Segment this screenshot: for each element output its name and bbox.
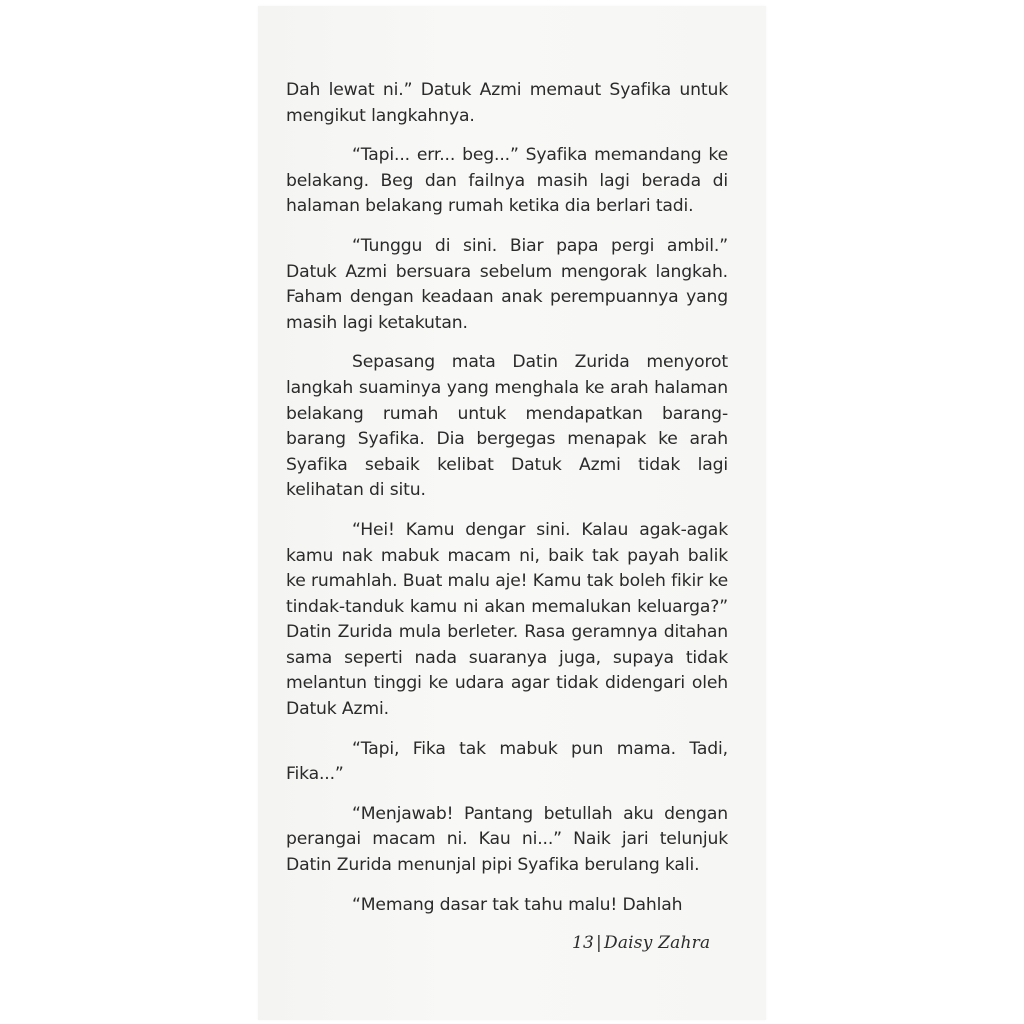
paragraph: “Tapi, Fika tak mabuk pun mama. Tadi, Fika...” bbox=[286, 738, 728, 785]
paragraph: “Memang dasar tak tahu malu! Dahlah bbox=[352, 894, 683, 915]
page-number: 13 bbox=[572, 933, 595, 953]
paragraph: “Tapi... err... beg...” Syafika memandang ke belakang. Beg dan failnya masih lagi berada di halaman belakang rumah ketika dia berlari tadi. bbox=[286, 145, 728, 217]
page-body bbox=[286, 78, 728, 918]
footer-separator: | bbox=[596, 933, 602, 953]
paragraph: “Tunggu di sini. Biar papa pergi ambil.” Datuk Azmi bersuara sebelum mengorak langkah. Faham dengan keadaan anak perempuannya yang masih lagi ketakutan. bbox=[286, 235, 728, 333]
paragraph: “Hei! Kamu dengar sini. Kalau agak-agak kamu nak mabuk macam ni, baik tak payah balik ke rumahlah. Buat malu aje! Kamu tak boleh fikir ke tindak-tanduk kamu ni akan memalukan keluarga?” Datin Zurida mula berleter. Rasa geramnya ditahan sama seperti nada suaranya juga, supaya tidak melantun tinggi ke udara agar tidak didengari oleh Datuk Azmi. bbox=[286, 519, 728, 720]
paragraph: “Menjawab! Pantang betullah aku dengan perangai macam ni. Kau ni...” Naik jari telunjuk Datin Zurida menunjal pipi Syafika berulang kali. bbox=[286, 803, 728, 876]
author-name: Daisy Zahra bbox=[603, 933, 711, 953]
paragraph: Sepasang mata Datin Zurida menyorot langkah suaminya yang menghala ke arah halaman belakang rumah untuk mendapatkan barang-barang Syafika. Dia bergegas menapak ke arah Syafika sebaik kelibat Datuk Azmi tidak lagi kelihatan di situ. bbox=[286, 352, 728, 501]
page-footer bbox=[572, 933, 710, 953]
paragraph: Dah lewat ni.” Datuk Azmi memaut Syafika untuk mengikut langkahnya. bbox=[286, 80, 728, 126]
